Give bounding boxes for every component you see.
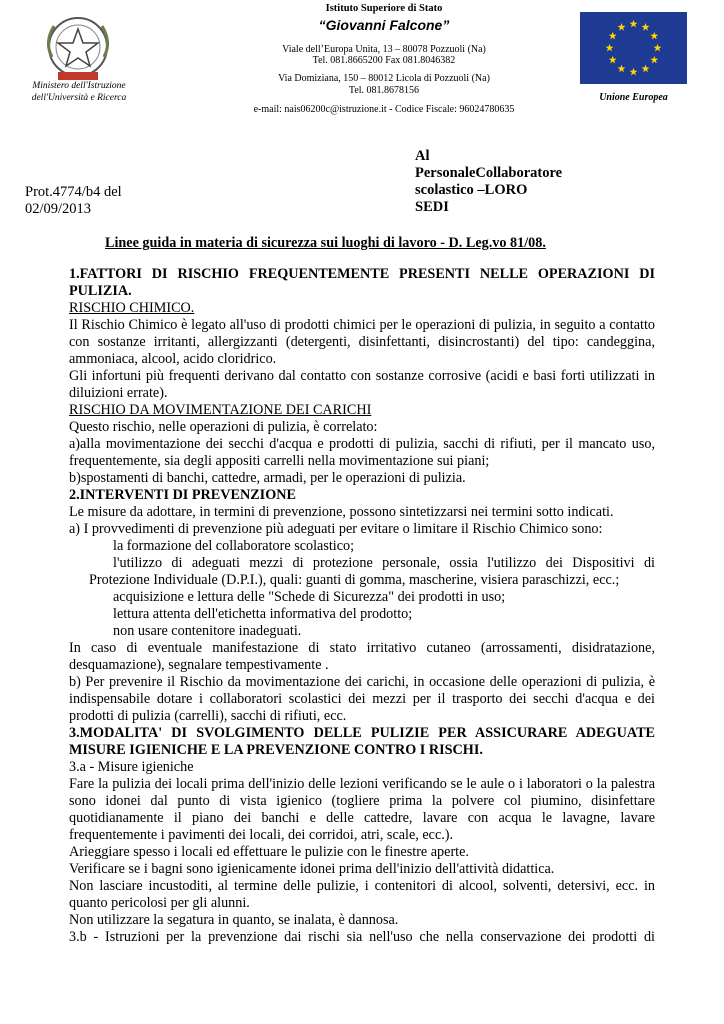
eu-star-icon xyxy=(609,56,617,64)
address-2: Via Domiziana, 150 – 80012 Licola di Pozzuoli (Na) xyxy=(278,73,490,84)
eu-star-icon xyxy=(609,32,617,40)
eu-star-icon xyxy=(650,32,658,40)
section-3-heading: 3.MODALITA' DI SVOLGIMENTO DELLE PULIZIE PER ASSICURARE ADEGUATE MISURE IGIENICHE E LA PREVENZIONE CONTRO I RISCHI. xyxy=(69,725,655,758)
eu-star-icon xyxy=(630,20,638,28)
recipient-line: scolastico –LORO xyxy=(415,182,528,198)
load-risk-a: a)alla movimentazione dei secchi d'acqua e prodotti di pulizia, sacchi di rifiuti, per il mancato uso, frequentemente, sia degli appositi carrelli nella movimentazione sui piani; xyxy=(69,436,655,469)
list-item xyxy=(69,555,655,572)
eu-star-icon xyxy=(606,44,614,52)
load-risk-intro: Questo rischio, nelle operazioni di pulizia, è correlato: xyxy=(69,419,378,435)
recipient-line: SEDI xyxy=(415,199,449,215)
ministry-line-2: dell'Università e Ricerca xyxy=(31,93,127,103)
recipient-block xyxy=(415,148,615,216)
recipient-line: Al xyxy=(415,148,430,164)
protocol-date: 02/09/2013 xyxy=(25,201,92,217)
section-3b-line: 3.b - Istruzioni per la prevenzione dai rischi sia nell'uso che nella conservazione dei prodotti di xyxy=(69,929,655,945)
school-type: Istituto Superiore di Stato xyxy=(325,3,443,14)
eu-flag-icon xyxy=(580,12,687,84)
ministry-line-1: Ministero dell'Istruzione xyxy=(32,81,126,91)
bullet-icon xyxy=(69,623,113,640)
phone-1: Tel. 081.8665200 Fax 081.8046382 xyxy=(312,55,456,66)
list-item-text: la formazione del collaboratore scolastico; xyxy=(113,538,355,554)
email-line: e-mail: nais06200c@istruzione.it - Codice Fiscale: 96024780635 xyxy=(253,104,515,115)
italian-emblem-icon xyxy=(40,12,116,86)
bullet-icon xyxy=(69,606,113,623)
eu-star-icon xyxy=(618,65,626,73)
section-2-b: b) Per prevenire il Rischio da movimentazione dei carichi, in occasione delle operazioni di pulizia, è indispensabile dotare i collaboratori scolastici dei mezzi per il trasporto dei secchi d'acqua e dei prodotti di pulizia (carrelli), sacchi di rifiuti, ecc. xyxy=(69,674,655,724)
chemical-risk-title: RISCHIO CHIMICO. xyxy=(69,300,195,316)
section-1-heading: 1.FATTORI DI RISCHIO FREQUENTEMENTE PRESENTI NELLE OPERAZIONI DI PULIZIA. xyxy=(69,266,655,299)
eu-label: Unione Europea xyxy=(599,92,668,103)
load-risk-b: b)spostamenti di banchi, cattedre, armadi, per le operazioni di pulizia. xyxy=(69,470,466,486)
protocol-number: Prot.4774/b4 del xyxy=(25,184,122,200)
school-name: “Giovanni Falcone” xyxy=(318,17,450,33)
eu-star-icon xyxy=(650,56,658,64)
address-1: Viale dell’Europa Unita, 13 – 80078 Pozzuoli (Na) xyxy=(282,44,486,55)
list-item xyxy=(69,538,655,555)
section-3a-title: 3.a - Misure igieniche xyxy=(69,759,194,775)
list-item xyxy=(69,589,655,606)
protocol-block xyxy=(25,184,185,218)
eu-star-icon xyxy=(630,68,638,76)
section-3a-p5: Non utilizzare la segatura in quanto, se inalata, è dannosa. xyxy=(69,912,399,928)
bullet-icon xyxy=(69,538,113,555)
list-item-text: non usare contenitore inadeguati. xyxy=(113,623,302,639)
bullet-icon xyxy=(69,589,113,606)
list-item-text: acquisizione e lettura delle "Schede di Sicurezza" dei prodotti in uso; xyxy=(113,589,506,605)
load-risk-title: RISCHIO DA MOVIMENTAZIONE DEI CARICHI xyxy=(69,402,372,418)
recipient-line: PersonaleCollaboratore xyxy=(415,165,563,181)
eu-star-icon xyxy=(642,23,650,31)
section-3a-p2: Arieggiare spesso i locali ed effettuare le pulizie con le finestre aperte. xyxy=(69,844,469,860)
ministry-label xyxy=(22,80,136,104)
eu-star-icon xyxy=(654,44,662,52)
irritation-note: In caso di eventuale manifestazione di stato irritativo cutaneo (arrossamenti, disidratazione, desquamazione), segnalare tempestivamente . xyxy=(69,640,655,673)
chemical-risk-text-2: Gli infortuni più frequenti derivano dal contatto con sostanze corrosive (acidi e basi forti utilizzati in diluizioni errate). xyxy=(69,368,655,401)
list-item-text: l'utilizzo di adeguati mezzi di protezione personale, ossia l'utilizzo dei Dispositivi di xyxy=(113,555,655,571)
phone-2: Tel. 081.8678156 xyxy=(348,85,420,96)
eu-star-icon xyxy=(642,65,650,73)
document-body xyxy=(69,266,655,946)
bullet-icon xyxy=(69,555,113,572)
chemical-risk-text: Il Rischio Chimico è legato all'uso di prodotti chimici per le operazioni di pulizia, in seguito a contatto con sostanze irritanti, allergizzanti (detergenti, disinfettanti, disincrostanti) del tipo: candeggina, ammoniaca, alcool, acido cloridrico. xyxy=(69,317,655,367)
list-item-continuation: Protezione Individuale (D.P.I.), quali: guanti di gomma, mascherine, visiera paraschizzi, ecc.; xyxy=(89,572,620,588)
list-item xyxy=(69,623,655,640)
section-2-heading: 2.INTERVENTI DI PREVENZIONE xyxy=(69,487,296,503)
section-3a-p3: Verificare se i bagni sono igienicamente idonei prima dell'inizio dell'attività didattica. xyxy=(69,861,555,877)
section-3a-p1: Fare la pulizia dei locali prima dell'inizio delle lezioni verificando se le aule o i laboratori o la palestra sono idonei dal punto di vista igienico (togliere prima la polvere col piumino, disinfettare quotidianamente il piano dei banchi e delle cattedre, lavare con acqua le lavagne, lavare frequentemente i pavimenti dei locali, dei corridoi, atri, scale, ecc.). xyxy=(69,776,655,843)
section-3a-p4: Non lasciare incustoditi, al termine delle pulizie, i contenitori di alcool, solventi, detersivi, ecc. in quanto pericolosi per gli alunni. xyxy=(69,878,655,911)
eu-star-icon xyxy=(618,23,626,31)
section-2-intro: Le misure da adottare, in termini di prevenzione, possono sintetizzarsi nei termini sotto indicati. xyxy=(69,504,614,520)
list-item-text: lettura attenta dell'etichetta informativa del prodotto; xyxy=(113,606,413,622)
list-item xyxy=(69,606,655,623)
document-title: Linee guida in materia di sicurezza sui luoghi di lavoro - D. Leg.vo 81/08. xyxy=(105,235,546,251)
section-2-a-intro: a) I provvedimenti di prevenzione più adeguati per evitare o limitare il Rischio Chimico sono: xyxy=(69,521,603,537)
